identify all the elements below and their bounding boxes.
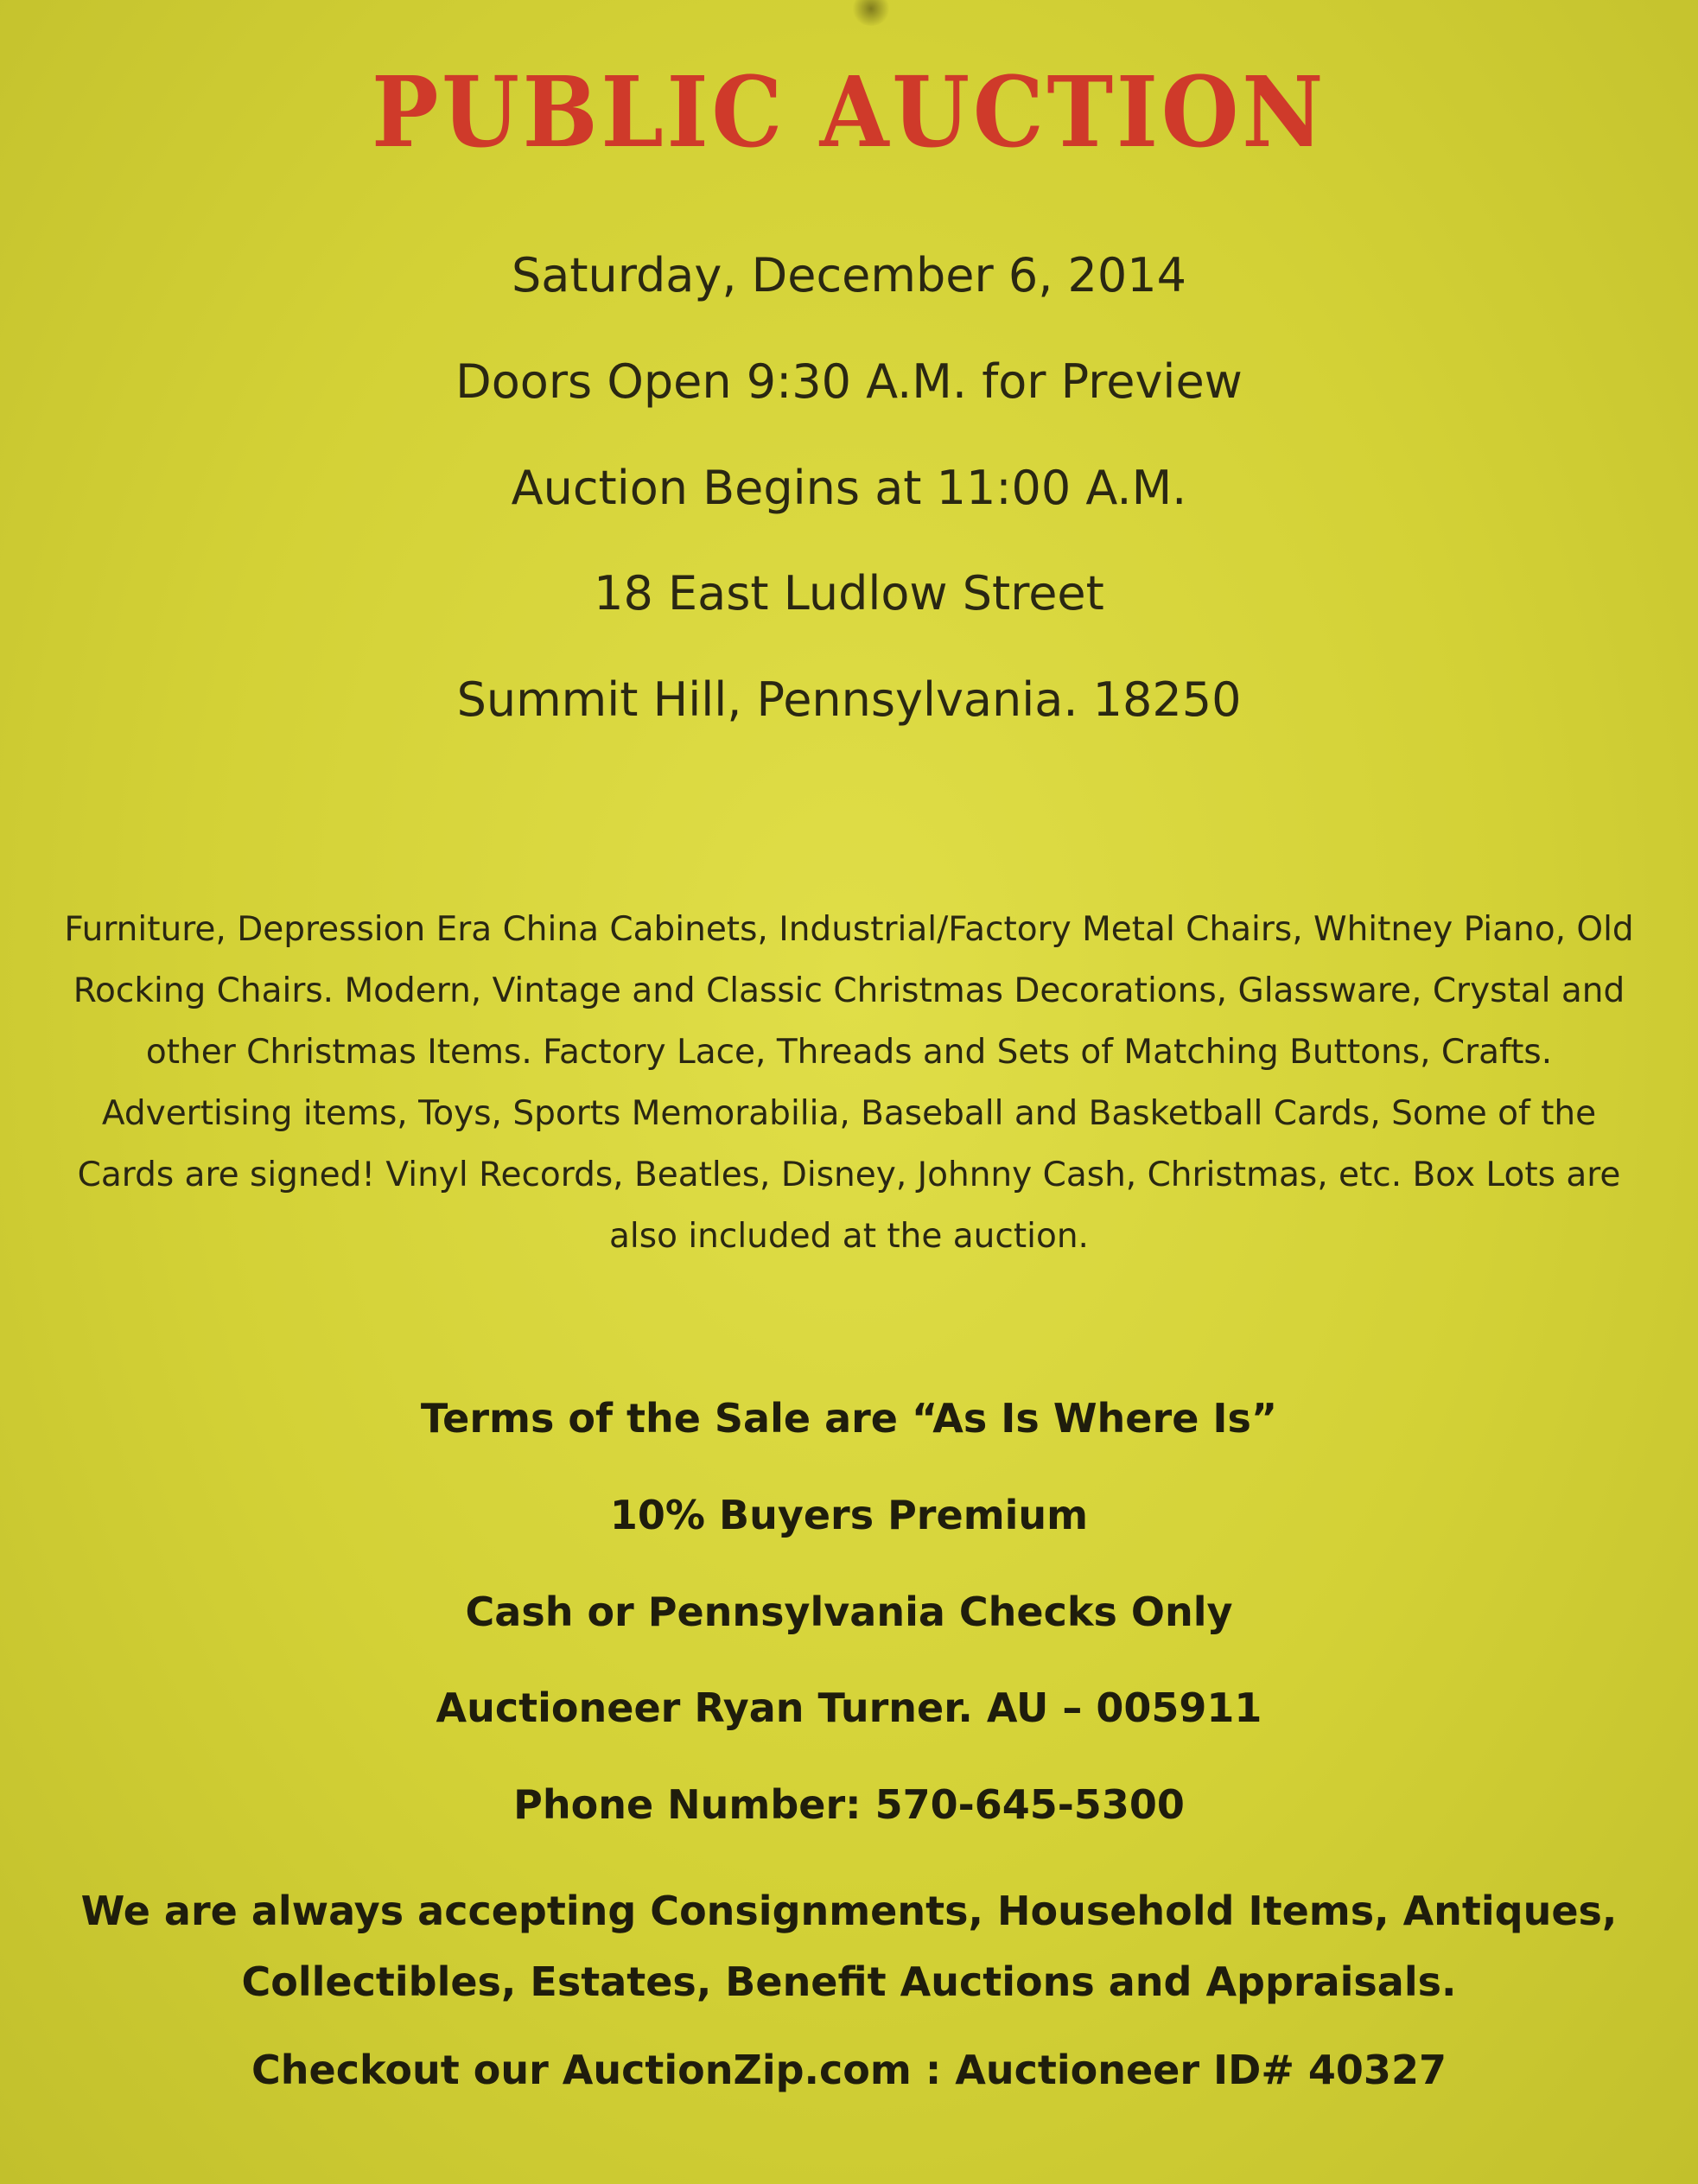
page-title: PUBLIC AUCTION	[371, 56, 1327, 169]
buyers-premium: 10% Buyers Premium	[609, 1492, 1089, 1538]
address-city: Summit Hill, Pennsylvania. 18250	[456, 672, 1242, 727]
terms-of-sale: Terms of the Sale are “As Is Where Is”	[420, 1395, 1278, 1442]
payment-terms: Cash or Pennsylvania Checks Only	[465, 1589, 1233, 1635]
phone-number: Phone Number: 570-645-5300	[513, 1781, 1185, 1828]
auction-start-time: Auction Begins at 11:00 A.M.	[511, 461, 1187, 515]
event-date: Saturday, December 6, 2014	[512, 248, 1186, 302]
auctioneer-license: Auctioneer Ryan Turner. AU – 005911	[436, 1684, 1262, 1731]
pin-hole-mark	[851, 0, 891, 26]
consignments-notice: We are always accepting Consignments, Household Items, Antiques, Collectibles, Estates, Benefit Auctions and Appraisals.	[80, 1888, 1618, 2005]
auctionzip-reference: Checkout our AuctionZip.com : Auctioneer ID# 40327	[251, 2047, 1447, 2093]
doors-open-time: Doors Open 9:30 A.M. for Preview	[455, 354, 1243, 409]
items-description: Furniture, Depression Era China Cabinets, Industrial/Factory Metal Chairs, Whitney Piano, Old Rocking Chairs. Modern, Vintage and Classic Christmas Decorations, Glassware, Crystal and other Christmas Items. Factory Lace, Threads and Sets of Matching Buttons, Crafts. Advertising items, Toys, Sports Memorabilia, Baseball and Basketball Cards, Some of the Cards are signed! Vinyl Records, Beatles, Disney, Johnny Cash, Christmas, etc. Box Lots are also included at the auction.	[64, 910, 1634, 1256]
address-street: 18 East Ludlow Street	[594, 566, 1104, 621]
